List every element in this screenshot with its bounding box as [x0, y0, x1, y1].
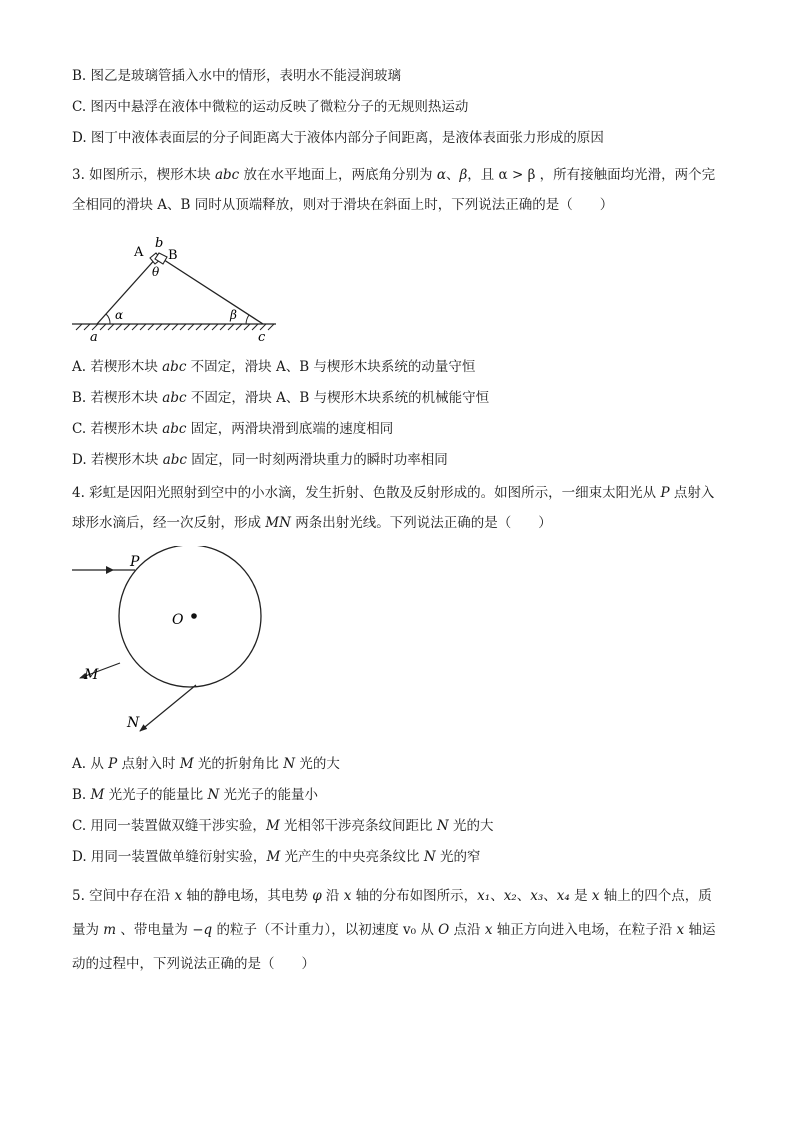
- q4-option-b: B. M 光光子的能量比 N 光光子的能量小: [72, 787, 319, 803]
- q3-option-b: B. 若楔形木块 abc 不固定，滑块 A、B 与楔形木块系统的机械能守恒: [72, 390, 490, 406]
- label-block-a: A: [134, 245, 144, 260]
- q4-option-a: A. 从 P 点射入时 M 光的折射角比 N 光的大: [72, 756, 340, 772]
- q2-option-b: B. 图乙是玻璃管插入水中的情形，表明水不能浸润玻璃: [72, 68, 402, 84]
- droplet-figure: [70, 546, 270, 746]
- label-n: N: [127, 715, 140, 731]
- label-beta: β: [230, 308, 237, 322]
- label-vertex-b: b: [155, 236, 164, 251]
- q3-option-d: D. 若楔形木块 abc 固定，同一时刻两滑块重力的瞬时功率相同: [72, 452, 448, 468]
- alpha-arc: [106, 314, 110, 324]
- label-m: M: [84, 667, 99, 683]
- wedge-right-face: [158, 256, 263, 324]
- q5-stem: 5. 空间中存在沿 x 轴的静电场，其电势 φ 沿 x 轴的分布如图所示，x₁、x₂、x₃、x₄ 是 x 轴上的四个点，质量为 m 、带电量为 −q 的粒子（不计重力），以初速度 v₀ 从 O 点沿 x 轴正方向进入电场，在粒子沿 x 轴运动的过程中，下列说法正确的是（ ）: [72, 888, 716, 972]
- q3-option-c: C. 若楔形木块 abc 固定，两滑块滑到底端的速度相同: [72, 421, 394, 437]
- abc-label: abc: [214, 167, 240, 183]
- q2-option-d: D. 图丁中液体表面层的分子间距离大于液体内部分子间距离，是液体表面张力形成的原因: [72, 130, 604, 146]
- exit-ray-n: [140, 685, 196, 731]
- q3-option-a: A. 若楔形木块 abc 不固定，滑块 A、B 与楔形木块系统的动量守恒: [72, 359, 476, 375]
- wedge-left-face: [97, 256, 158, 324]
- label-o: O: [172, 612, 184, 628]
- incident-arrow-icon: [106, 566, 114, 574]
- droplet-circle: [119, 546, 261, 687]
- label-theta: θ: [152, 265, 160, 279]
- center-dot: [191, 613, 197, 619]
- label-vertex-c: c: [258, 330, 266, 345]
- q4-option-c: C. 用同一装置做双缝干涉实验，M 光相邻干涉亮条纹间距比 N 光的大: [72, 818, 494, 834]
- beta-arc: [246, 315, 249, 324]
- label-vertex-a: a: [90, 330, 98, 345]
- q4-option-d: D. 用同一装置做单缝衍射实验，M 光产生的中央亮条纹比 N 光的窄: [72, 849, 481, 865]
- q3-stem: 3. 如图所示，楔形木块 abc 放在水平地面上，两底角分别为 α、β，且 α > β ，所有接触面均光滑，两个完全相同的滑块 A、B 同时从顶端释放，则对于滑块在斜面上时，下列说法正确的是（ ）: [72, 167, 716, 213]
- ground-hatching: [76, 324, 274, 330]
- q4-stem: 4. 彩虹是因阳光照射到空中的小水滴，发生折射、色散及反射形成的。如图所示，一细束太阳光从 P 点射入球形水滴后，经一次反射，形成 MN 两条出射光线。下列说法正确的是（ ）: [72, 485, 715, 531]
- label-alpha: α: [115, 308, 124, 322]
- label-p: P: [130, 554, 140, 570]
- label-block-b: B: [168, 248, 178, 263]
- wedge-figure: [70, 234, 285, 346]
- q2-option-c: C. 图丙中悬浮在液体中微粒的运动反映了微粒分子的无规则热运动: [72, 99, 469, 115]
